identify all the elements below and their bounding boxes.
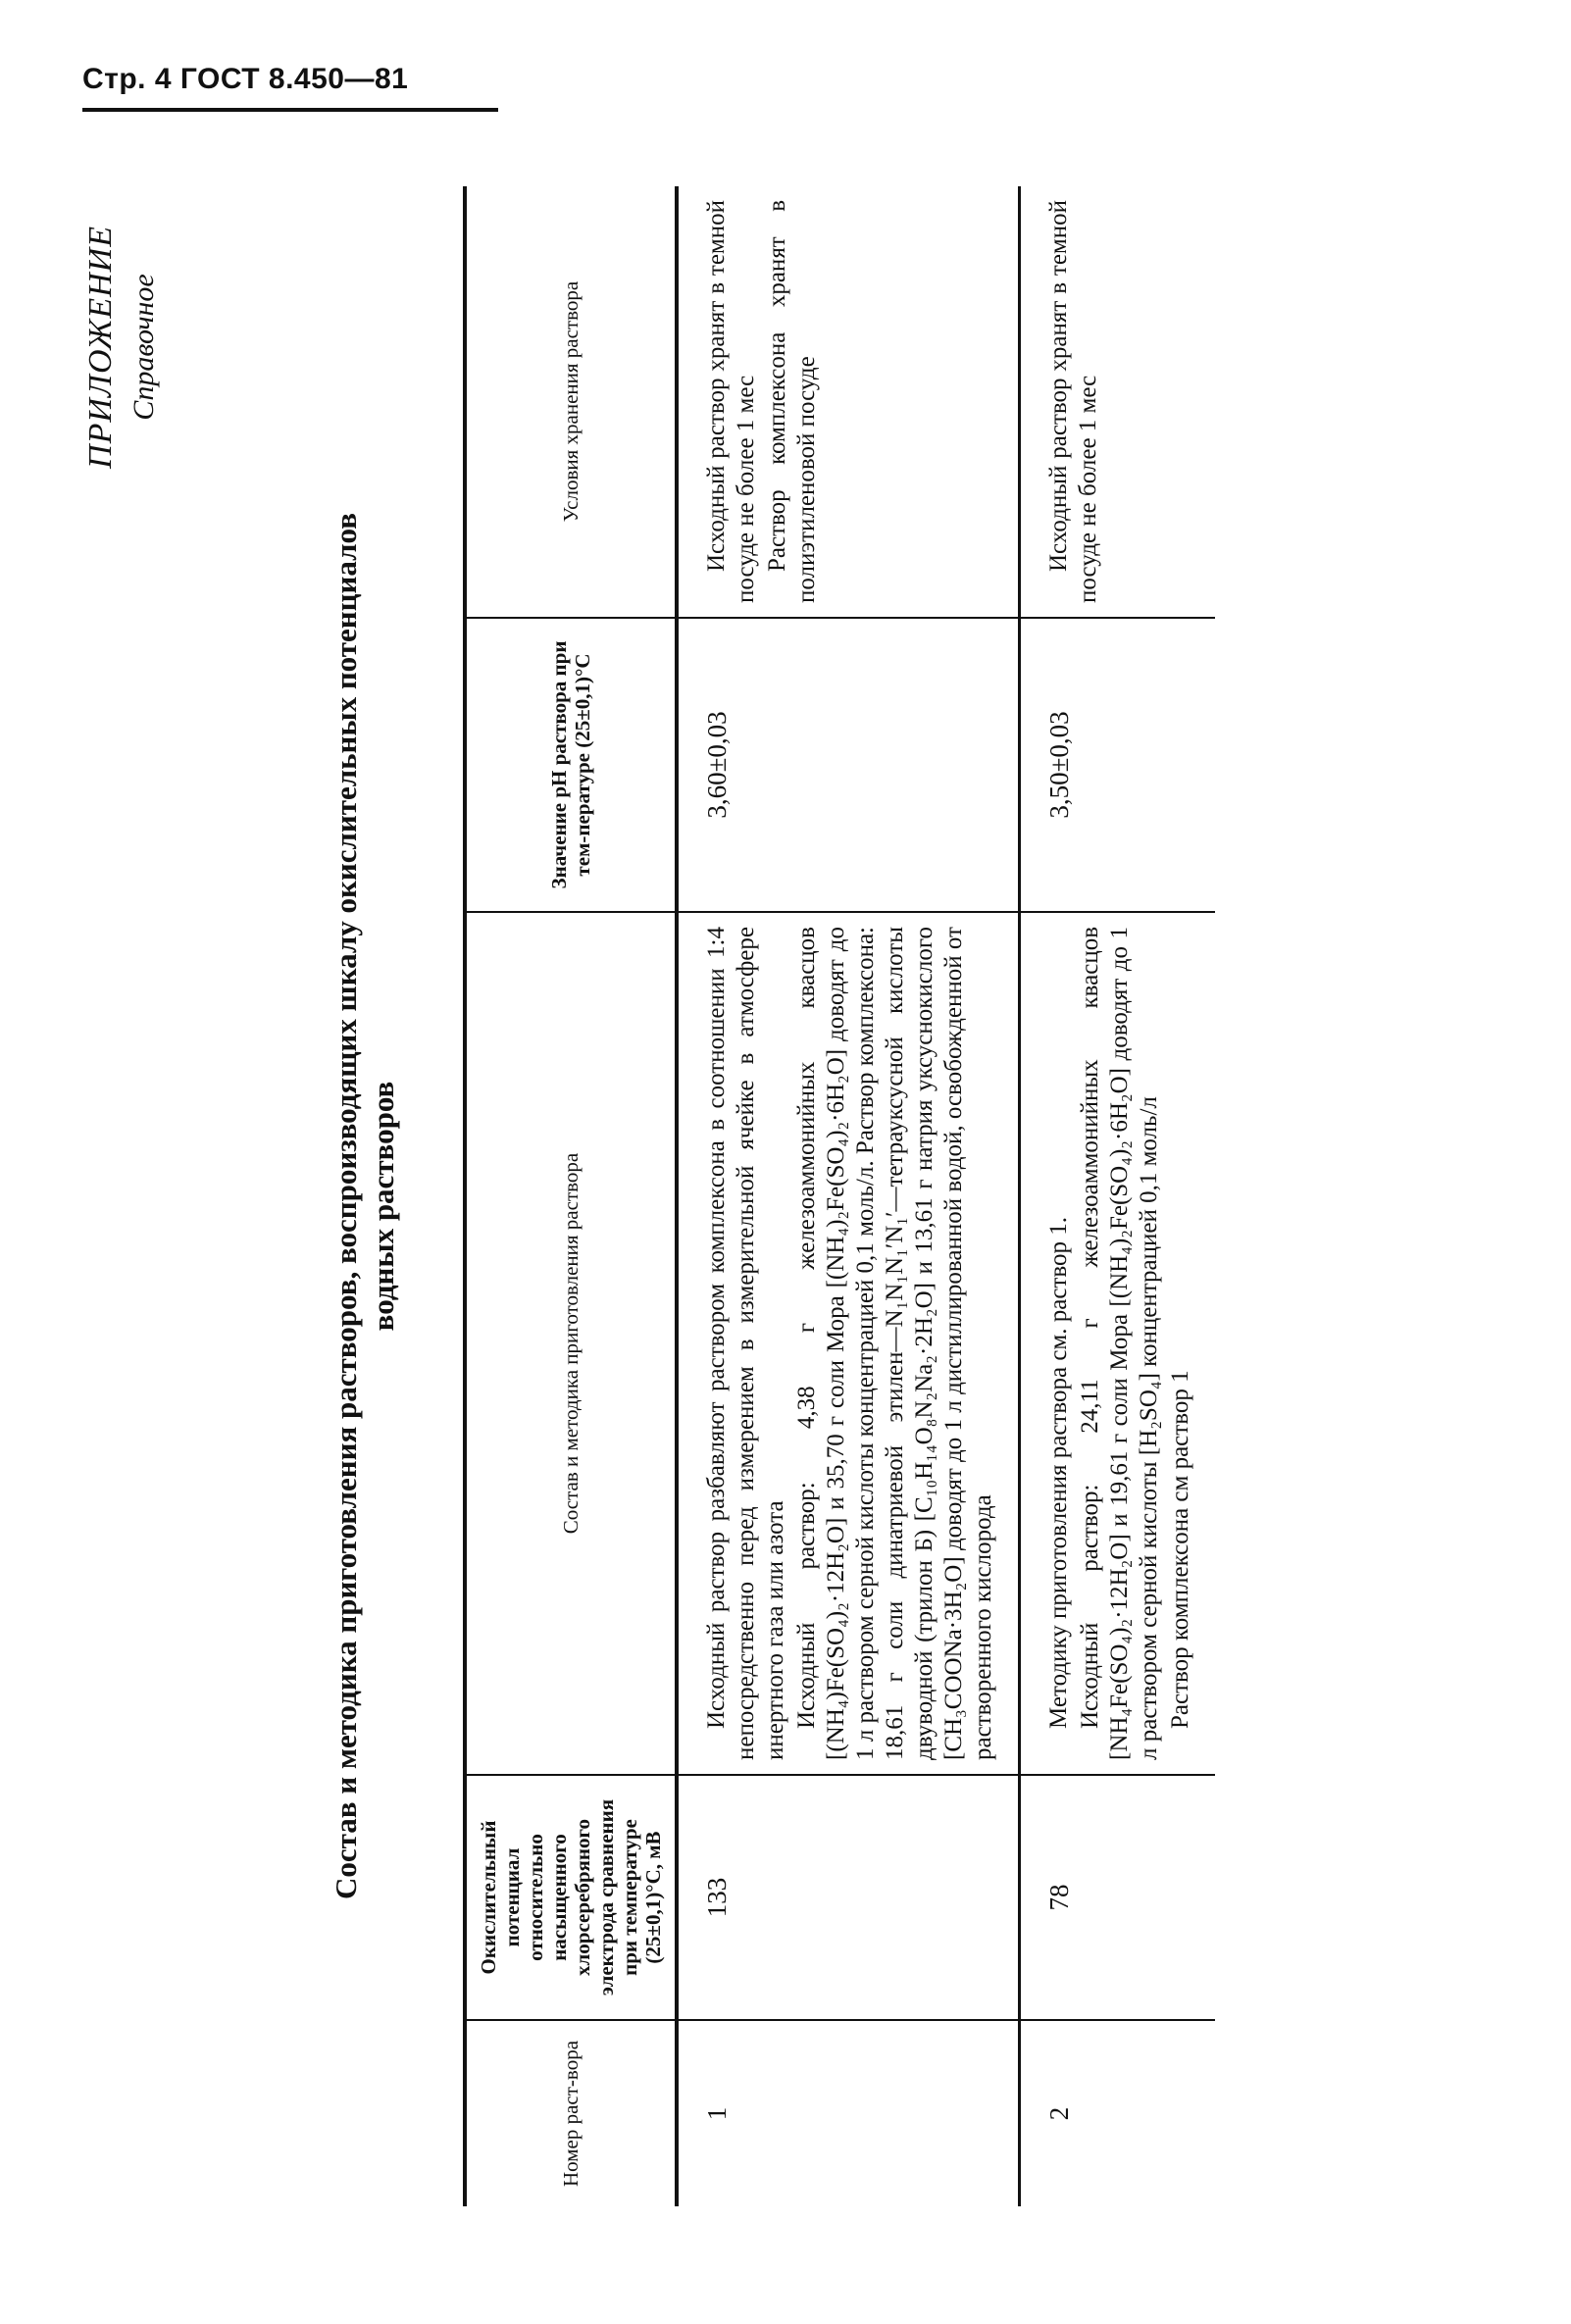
composition-paragraph: Исходный раствор: 24,11 г железоаммонийных квасцов [NH₄Fe(SO₄)₂·12H₂O] и 19,61 г соли Мора [(NH₄)₂Fe(SO₄)₂·6H₂O] доводят до 1 л раствором серной кислоты [H₂SO₄] концентрацией 0,1 моль/л — [1077, 927, 1162, 1760]
row-composition — [1020, 912, 1216, 1775]
composition-paragraph: Методику приготовления раствора см. раствор 1. — [1045, 1217, 1072, 1729]
table-title: Состав и методика приготовления растворов, воспроизводящих шкалу окислительных потенциалов водных растворов — [329, 513, 400, 1899]
solutions-table — [463, 186, 1215, 2206]
row-number: 2 — [1044, 2106, 1074, 2121]
storage-paragraph: Раствор комплексона хранят в полиэтиленовой посуде — [764, 200, 820, 603]
table-row — [1020, 186, 1216, 2206]
col-header-number: Номер раст-вора — [465, 2020, 677, 2206]
row-ph: 3,50±0,03 — [1020, 618, 1216, 912]
table-header-row — [465, 186, 677, 2206]
appendix-subtitle: Справочное — [127, 274, 160, 421]
storage-paragraph: Исходный раствор хранят в темной посуде не более 1 мес — [703, 200, 759, 603]
row-potential: 78 — [1020, 1775, 1216, 2020]
header-rule — [82, 108, 498, 112]
col-header-potential: Окислительный потенциал относительно насыщенного хлорсеребряного электрода сравнения при температуре (25±0,1)°С, мВ — [465, 1775, 677, 2020]
appendix-label — [82, 226, 161, 469]
row-storage — [677, 186, 1020, 618]
composition-paragraph: Исходный раствор разбавляют раствором комплексона в соотношении 1:4 непосредственно перед измерением в измерительной ячейке в атмосфере инертного газа или азота — [703, 927, 788, 1760]
row-storage — [1020, 186, 1216, 618]
col-header-composition: Состав и методика приготовления раствора — [465, 912, 677, 1775]
row-composition — [677, 912, 1020, 1775]
col-header-storage: Условия хранения раствора — [465, 186, 677, 618]
row-ph: 3,60±0,03 — [677, 618, 1020, 912]
page-header-text: Стр. 4 ГОСТ 8.450—81 — [82, 63, 409, 95]
rotated-page-content — [82, 186, 1495, 2206]
row-number: 1 — [677, 2020, 1020, 2206]
composition-paragraph: Исходный раствор: 4,38 г железоаммонийных квасцов [(NH₄)Fe(SO₄)₂·12H₂O] и 35,70 г соли Мора [(NH₄)₂Fe(SO₄)₂·6H₂O] доводят до 1 л раствором серной кислоты концентрацией 0,1 моль/л. Раствор комплексона: 18,61 г соли динатриевой этилен—N₁N₁N₁′N₁′—тетрауксусной кислоты двуводной (трилон Б) [C₁₀H₁₄O₈N₂Na₂·2H₂O] и 13,61 г натрия уксуснокислого [CH₃COONa·3H₂O] доводят до 1 л дистиллированной водой, освобожденной от растворенного кислорода — [793, 927, 996, 1760]
appendix-title: ПРИЛОЖЕНИЕ — [82, 226, 119, 469]
table-row — [677, 186, 1020, 2206]
col-header-ph: Значение pH раствора при тем-пературе (25±0,1)°С — [465, 618, 677, 912]
row-potential: 133 — [677, 1775, 1020, 2020]
composition-paragraph: Раствор комплексона см раствор 1 — [1167, 1370, 1193, 1729]
storage-paragraph: Исходный раствор хранят в темной посуде не более 1 мес — [1045, 200, 1101, 603]
page-header — [82, 63, 498, 112]
